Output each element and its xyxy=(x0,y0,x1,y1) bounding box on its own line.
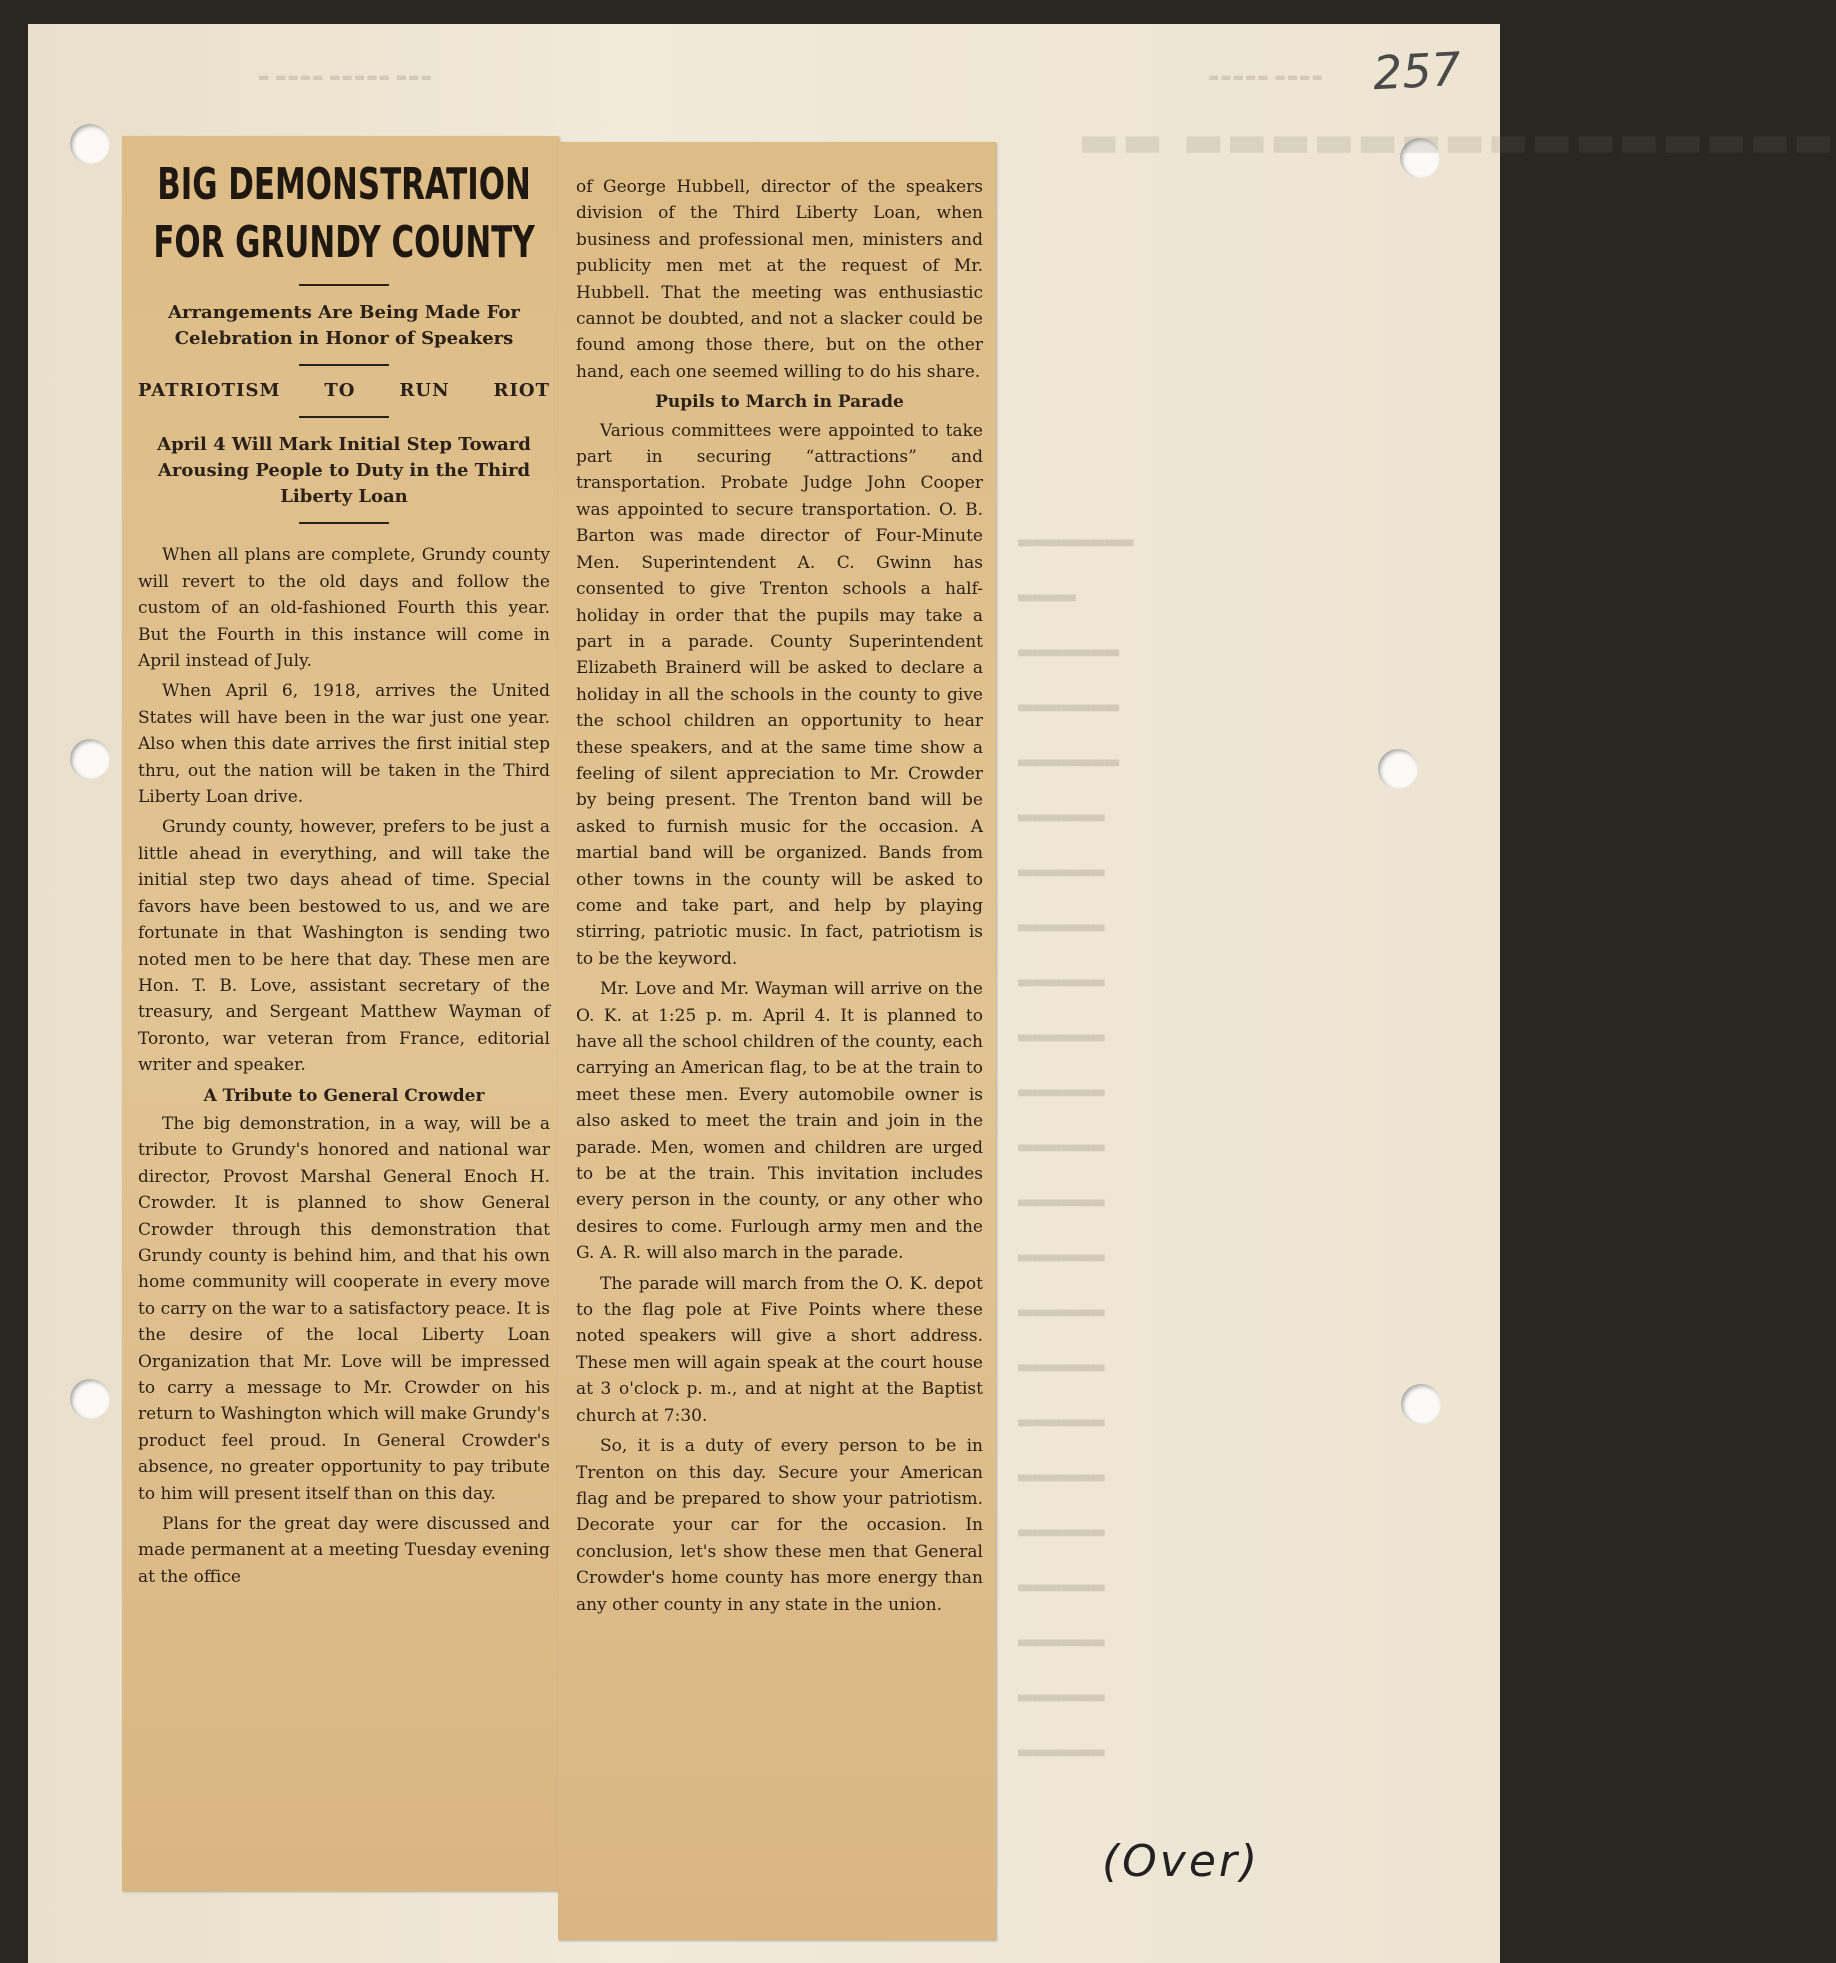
deck-subheadline-2: April 4 Will Mark Initial Step Toward Arousing People to Duty in the Third Liberty Loan xyxy=(157,434,531,508)
article-paragraph: Grundy county, however, prefers to be just a little ahead in everything, and will take the initial step two days ahead of time. Special favors have been bestowed to us, and we are fortunate in that Washington is sending two noted men to be here that day. These men are Hon. T. B. Love, assistant secretary of the treasury, and Sergeant Matthew Wayman of Toronto, war veteran from France, editorial writer and speaker. xyxy=(138,817,550,1076)
punch-hole-mid-right xyxy=(1378,749,1418,789)
section-subhead: A Tribute to General Crowder xyxy=(203,1085,485,1106)
article-paragraph: When all plans are complete, Grundy county will revert to the old days and follow the custom of an old-fashioned Fourth this year. But the Fourth in this instance will come in April instead of July. xyxy=(138,545,550,672)
bleed-through-top-right: ▬▬▬▬▬ ▬▬▬▬ xyxy=(1208,70,1324,84)
punch-hole-bottom-right xyxy=(1401,1384,1441,1424)
headline-line-2: FOR GRUNDY COUNTY xyxy=(153,217,535,268)
bleed-through-letterhead: ▬▬ ▬▬▬▬▬▬▬▬▬▬▬▬▬▬▬ xyxy=(1078,116,1836,167)
divider-rule xyxy=(299,416,389,418)
left-article-column xyxy=(138,152,550,1594)
article-paragraph: Plans for the great day were discussed and made permanent at a meeting Tuesday evening at the office xyxy=(138,1514,550,1587)
article-paragraph: The parade will march from the O. K. depot to the flag pole at Five Points where these noted speakers will give a short address. These men will again speak at the court house at 3 o'clock p. m., and at night at the Baptist church at 7:30. xyxy=(576,1273,983,1426)
article-paragraph-continued: of George Hubbell, director of the speakers division of the Third Liberty Loan, when business and professional men, ministers and publicity men met at the request of Mr. Hubbell. That the meeting was enthusiastic cannot be doubted, and not a slacker could be found among those there, but on the other hand, each one seemed willing to do his share. xyxy=(576,177,983,382)
kicker-line: PATRIOTISM TO RUN RIOT xyxy=(138,380,550,401)
article-paragraph: When April 6, 1918, arrives the United States will have been in the war just one year. Also when this date arrives the first initial step thru, out the nation will be taken in the Third Liberty Loan drive. xyxy=(138,681,550,808)
article-paragraph: So, it is a duty of every person to be in Trenton on this day. Secure your American flag and be prepared to show your patriotism. Decorate your car for the occasion. In conclusion, let's show these men that General Crowder's home county has more energy than any other county in any state in the union. xyxy=(576,1436,983,1615)
section-subhead: Pupils to March in Parade xyxy=(655,392,904,413)
headline-line-1: BIG DEMONSTRATION xyxy=(157,159,531,210)
right-article-column xyxy=(576,174,983,1622)
punch-hole-mid-left xyxy=(70,739,110,779)
article-paragraph: Various committees were appointed to take part in securing “attractions” and transportation. Probate Judge John Cooper was appointed to secure transportation. O. B. Barton was made director of Four-Minute Men. Superintendent A. C. Gwinn has consented to give Trenton schools a half-holiday in order that the pupils may take a part in a parade. County Superintendent Elizabeth Brainerd will be asked to declare a holiday in all the schools in the county to give the school children an opportunity to hear these speakers, and at the same time show a feeling of silent appreciation to Mr. Crowder by being present. The Trenton band will be asked to furnish music for the occasion. A martial band will be organized. Bands from other towns in the county will be asked to come and take part, and help by playing stirring, patriotic music. In fact, patriotism is to be the keyword. xyxy=(576,420,983,969)
divider-rule xyxy=(299,364,389,366)
bleed-through-top-left: ▬ ▬▬▬▬ ▬▬▬▬▬ ▬▬▬ xyxy=(258,70,433,84)
handwritten-page-number: 257 xyxy=(1371,41,1463,101)
article-paragraph: The big demonstration, in a way, will be a tribute to Grundy's honored and national war director, Provost Marshal General Enoch H. Crowder. It is planned to show General Crowder through this demonstration that Grundy county is behind him, and that his own home community will cooperate in every move to carry on the war to a satisfactory peace. It is the desire of the local Liberty Loan Organization that Mr. Love will be impressed to carry a message to Mr. Crowder on his return to Washington which will make Grundy's product feel proud. In General Crowder's absence, no greater opportunity to pay tribute to him will present itself than on this day. xyxy=(138,1113,550,1504)
document-page xyxy=(28,24,1836,1963)
divider-rule xyxy=(299,284,389,286)
handwritten-over-note: (Over) xyxy=(1102,1836,1261,1887)
punch-hole-bottom-left xyxy=(70,1379,110,1419)
deck-subheadline: Arrangements Are Being Made For Celebration in Honor of Speakers xyxy=(168,302,520,349)
bleed-through-typed-lines: ▬▬▬▬▬▬▬▬ ▬▬▬▬ ▬▬▬▬▬▬▬ ▬▬▬▬▬▬▬ ▬▬▬▬▬▬▬ ▬▬▬▬▬▬ ▬▬▬▬▬▬ ▬▬▬▬▬▬ ▬▬▬▬▬▬ ▬▬▬▬▬▬ ▬▬▬▬▬▬ ▬▬▬▬▬▬ ▬▬▬▬▬▬ ▬▬▬▬▬▬ ▬▬▬▬▬▬ ▬▬▬▬▬▬ ▬▬▬▬▬▬ ▬▬▬▬▬▬ ▬▬▬▬▬▬ ▬▬▬▬▬▬ ▬▬▬▬▬▬ ▬▬▬▬▬▬ ▬▬▬▬▬▬ xyxy=(1018,527,1134,1765)
article-paragraph: Mr. Love and Mr. Wayman will arrive on the O. K. at 1:25 p. m. April 4. It is planned to have all the school children of the county, each carrying an American flag, to be at the train to meet these men. Every automobile owner is also asked to meet the train and join in the parade. Men, women and children are urged to be at the train. This invitation includes every person in the county, or any other who desires to come. Furlough army men and the G. A. R. will also march in the parade. xyxy=(576,979,983,1264)
headline xyxy=(152,156,536,272)
divider-rule xyxy=(299,522,389,524)
punch-hole-top-left xyxy=(70,124,110,164)
